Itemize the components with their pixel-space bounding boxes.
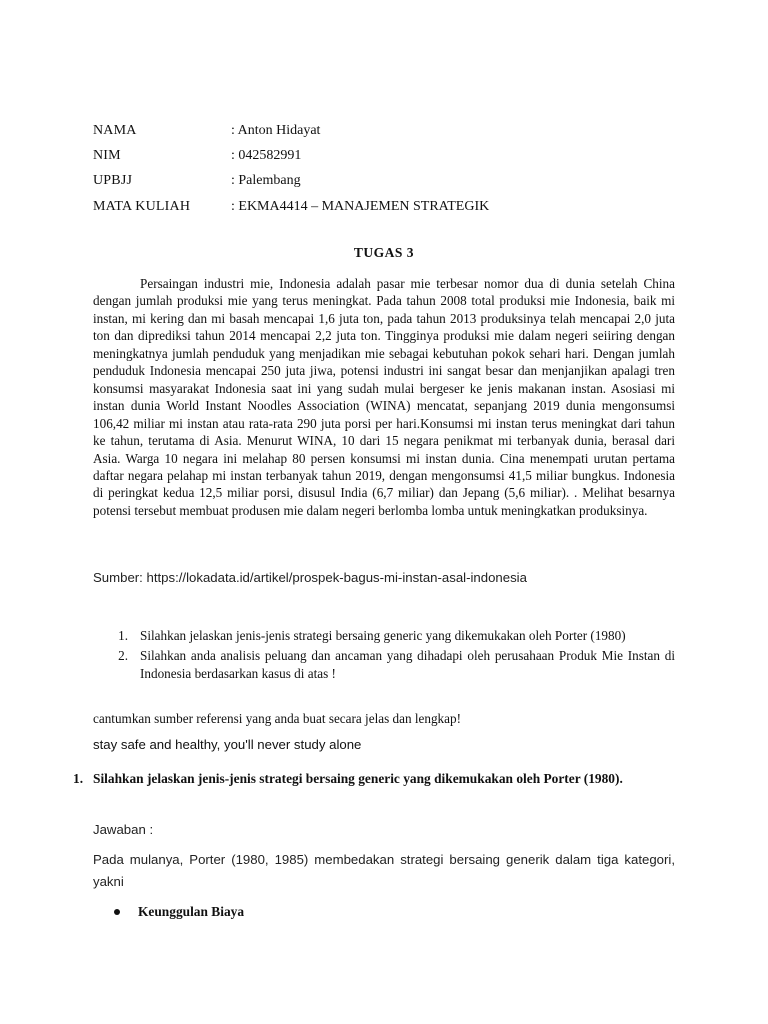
identity-label: MATA KULIAH bbox=[93, 198, 191, 214]
answer-paragraph: Pada mulanya, Porter (1980, 1985) membedakan strategi bersaing generik dalam tiga kategori, yakni bbox=[93, 852, 675, 889]
closing-note: stay safe and healthy, you'll never study alone bbox=[93, 737, 362, 752]
section-heading-text: Silahkan jelaskan jenis-jenis strategi bersaing generic yang dikemukakan oleh Porter (1980). bbox=[93, 771, 623, 786]
list-item bbox=[93, 647, 675, 682]
answer-label: Jawaban : bbox=[93, 822, 154, 837]
identity-row-nama bbox=[93, 118, 489, 143]
section-number: 1. bbox=[73, 771, 84, 786]
section-heading bbox=[73, 770, 675, 788]
identity-value: : EKMA4414 – MANAJEMEN STRATEGIK bbox=[231, 198, 490, 214]
identity-block bbox=[93, 118, 489, 219]
identity-value: : 042582991 bbox=[231, 147, 302, 163]
list-item bbox=[93, 627, 675, 644]
question-list bbox=[93, 627, 675, 685]
question-text: Silahkan jelaskan jenis-jenis strategi bersaing generic yang dikemukakan oleh Porter (1980) bbox=[140, 628, 626, 643]
question-number: 1. bbox=[118, 628, 128, 643]
identity-row-mata-kuliah bbox=[93, 194, 489, 219]
identity-label: NIM bbox=[93, 147, 121, 163]
bullet-item bbox=[114, 904, 244, 920]
identity-value: : Anton Hidayat bbox=[231, 122, 321, 138]
reference-note: cantumkan sumber referensi yang anda buat secara jelas dan lengkap! bbox=[93, 711, 461, 726]
question-text: Silahkan anda analisis peluang dan ancaman yang dihadapi oleh perusahaan Produk Mie Instan di Indonesia berdasarkan kasus di atas ! bbox=[140, 648, 675, 681]
identity-label: NAMA bbox=[93, 122, 137, 138]
question-number: 2. bbox=[118, 648, 128, 664]
case-paragraph: Persaingan industri mie, Indonesia adalah pasar mie terbesar nomor dua di dunia setelah China dengan jumlah produksi mie yang terus meningkat. Pada tahun 2008 total produksi mie Indonesia, baik mi instan, mi kering dan mi basah mencapai 1,6 juta ton, pada tahun 2013 produksinya telah mencapai 2,0 juta ton dan diprediksi tahun 2014 mencapai 2,2 juta ton. Tingginya produksi mie dalam negeri seiiring dengan meningkatnya jumlah penduduk yang menjadikan mie sebagai kebutuhan pokok sehari hari. Dengan jumlah penduduk Indonesia mencapai 250 juta jiwa, potensi industri ini sangat besar dan menjanjikan apalagi tren konsumsi masyarakat Indonesia saat ini yang sudah mulai bergeser ke jenis makanan instan. Asosiasi mi instan dunia World Instant Noodles Association (WINA) mencatat, sepanjang 2019 dunia mengonsumsi 106,42 miliar mi instan atau rata-rata 290 juta porsi per hari.Konsumsi mi instan terus meningkat dari tahun ke tahun, terutama di Asia. Menurut WINA, 10 dari 15 negara penikmat mi terbanyak dunia, berasal dari Asia. Warga 10 negara ini melahap 80 persen konsumsi mi instan dunia. Cina menempati urutan pertama daftar negara pelahap mi instan terbanyak tahun 2019, dengan mengonsumsi 41,5 miliar bungkus. Indonesia di peringkat kedua 12,5 miliar porsi, disusul India (6,7 miliar) dan Jepang (5,6 miliar). . Melihat besarnya potensi tersebut membuat produsen mie dalam negeri berlomba lomba untuk meningkatkan produksinya. bbox=[93, 276, 675, 518]
source-citation: Sumber: https://lokadata.id/artikel/prospek-bagus-mi-instan-asal-indonesia bbox=[93, 570, 527, 585]
identity-label: UPBJJ bbox=[93, 173, 133, 189]
bullet-icon bbox=[114, 909, 120, 915]
bullet-text: Keunggulan Biaya bbox=[138, 904, 245, 919]
identity-value: : Palembang bbox=[231, 173, 301, 189]
document-title: TUGAS 3 bbox=[353, 245, 415, 260]
identity-row-nim bbox=[93, 143, 489, 168]
identity-row-upbjj bbox=[93, 169, 489, 194]
